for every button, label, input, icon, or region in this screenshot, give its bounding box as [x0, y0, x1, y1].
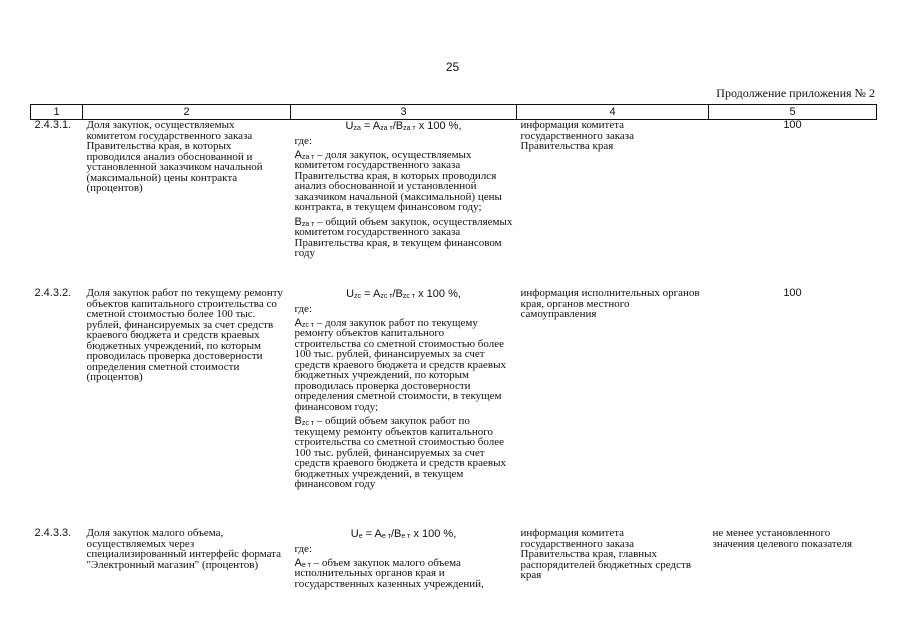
column-header: 4 [517, 105, 709, 120]
data-source: информация исполнительных органов края, органов местного самоуправления [520, 287, 700, 320]
continuation-label: Продолжение приложения № 2 [716, 86, 875, 100]
definition-a: $A_{e т}$ – объем закупок малого объема исполнительных органов края и государственных казенных учреждений, [294, 556, 484, 590]
table-row [31, 528, 877, 608]
data-source: информация комитета государственного заказа Правительства края, главных распорядителей бюджетных средств края [520, 527, 692, 581]
column-header: 3 [291, 105, 517, 120]
formula: $U_{za} = A_{za т}/B_{za т}$ x 100 %, [345, 120, 462, 132]
where-label: где: [294, 135, 312, 147]
data-source: информация комитета государственного заказа Правительства края [520, 119, 635, 152]
formula: $U_{zc} = A_{zc т}/B_{zc т}$ x 100 %, [346, 288, 461, 300]
formula-cell [291, 528, 517, 608]
definition-a: $A_{za т}$ – доля закупок, осуществляемых комитетом государственного заказа Правительства края, в которых проводился анализ обоснованной и установленной заказчиком начальной (максимальной) цены контракта, в текущем финансовом году; [294, 148, 502, 213]
row-number: 2.4.3.3. [34, 527, 72, 539]
row-number: 2.4.3.2. [34, 287, 72, 299]
target-value: 100 [783, 119, 802, 131]
table-row [31, 288, 877, 528]
target-value: 100 [783, 287, 802, 299]
table-header-row [31, 105, 877, 120]
indicator-name: Доля закупок работ по текущему ремонту объектов капитального строительства со сметной стоимостью более 100 тыс. рублей, финансируемых за счет средств краевого бюджета и средств краевых бюджетных учреждений, по которым проводилась проверка достоверности определения сметной стоимости (процентов) [86, 287, 283, 383]
formula-cell [291, 120, 517, 289]
target-value: не менее установленного значения целевого показателя [712, 527, 853, 550]
where-label: где: [294, 543, 312, 555]
column-header: 5 [709, 105, 877, 120]
definition-b: $B_{zc т}$ – общий объем закупок работ по текущему ремонту объектов капитального строительства со сметной стоимостью более 100 тыс. рублей, финансируемых за счет средств краевого бюджета и средств краевых бюджетных учреждений, в текущем финансовом году [294, 415, 507, 490]
formula-cell [291, 288, 517, 528]
column-header: 2 [83, 105, 291, 120]
definition-a: $A_{zc т}$ – доля закупок работ по текущему ремонту объектов капитального строительства со сметной стоимостью более 100 тыс. рублей, финансируемых за счет средств краевого бюджета и средств краевых бюджетных учреждений, по которым проводилась проверка достоверности определения сметной стоимости, в текущем финансовом году; [294, 316, 507, 413]
indicator-name: Доля закупок малого объема, осуществляемых через специализированный интерфейс формата "Электронный магазин" (процентов) [86, 527, 282, 571]
page-number: 25 [445, 60, 460, 74]
where-label: где: [294, 303, 312, 315]
row-number: 2.4.3.1. [34, 119, 72, 131]
column-header: 1 [31, 105, 83, 120]
indicator-name: Доля закупок, осуществляемых комитетом государственного заказа Правительства края, в которых проводился анализ обоснованной и установленной заказчиком начальной (максимальной) цены контракта (процентов) [86, 119, 263, 194]
table-row [31, 120, 877, 289]
indicator-table [30, 104, 877, 608]
definition-b: $B_{za т}$ – общий объем закупок, осуществляемых комитетом государственного заказа Правительства края, в текущем финансовом году [294, 215, 513, 259]
formula: $U_e = A_{e т}/B_{e т}$ x 100 %, [350, 528, 457, 540]
